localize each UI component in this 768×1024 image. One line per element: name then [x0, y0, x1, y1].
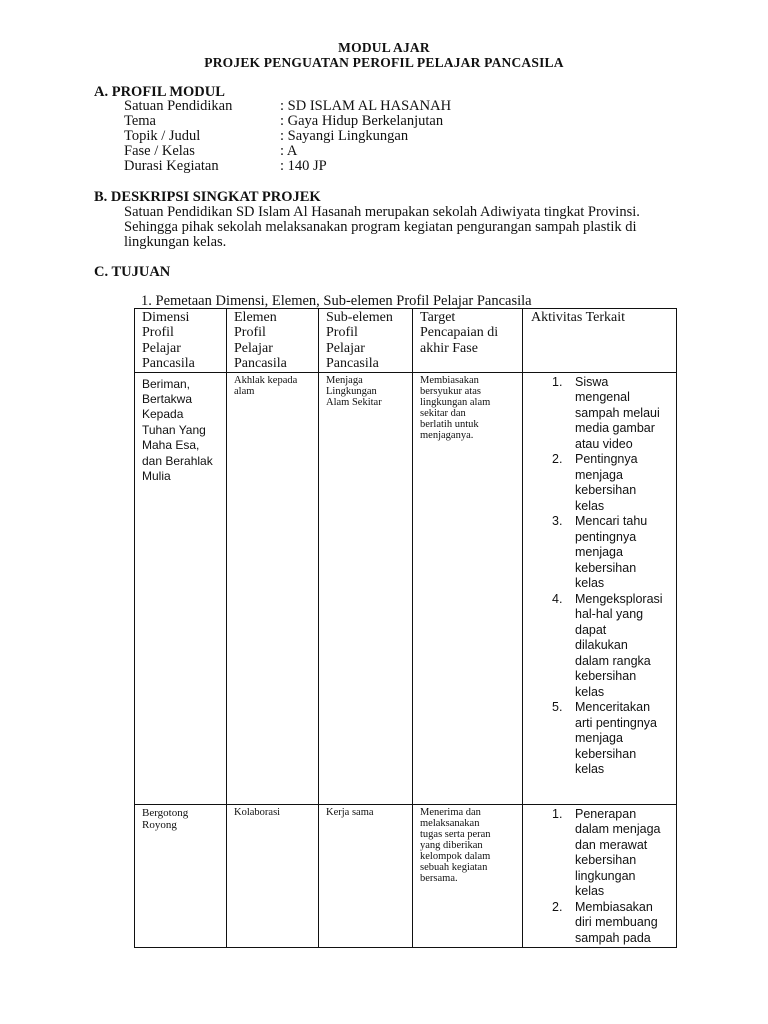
activity-text: Menceritakan arti pentingnya menjaga kebersihan kelas [575, 700, 658, 777]
activity-item [523, 700, 672, 778]
table-caption: 1. Pemetaan Dimensi, Elemen, Sub-elemen Profil Pelajar Pancasila [141, 293, 532, 309]
activity-text: Mengeksplorasi hal-hal yang dapat dilakukan dalam rangka kebersihan kelas [575, 591, 663, 699]
activity-item [523, 807, 672, 900]
cell-sub-elemen: Kerja sama [319, 804, 413, 947]
section-c-heading: C. TUJUAN [94, 264, 171, 280]
activity-number: 2. [552, 452, 563, 467]
project-title: PROJEK PENGUATAN PEROFIL PELAJAR PANCASILA [204, 55, 564, 70]
profil-row-fase [124, 144, 297, 159]
profil-value: : A [280, 143, 298, 159]
mapping-table [134, 308, 677, 948]
table-header-row [135, 309, 677, 373]
activity-text: Siswa mengenal sampah melaui media gambar atau video [575, 374, 660, 451]
activity-text: Penerapan dalam menjaga dan merawat kebersihan lingkungan kelas [575, 806, 661, 899]
cell-elemen: Akhlak kepada alam [227, 372, 319, 804]
cell-dimensi: Bergotong Royong [135, 804, 227, 947]
activity-number: 4. [552, 591, 563, 606]
cell-dimensi: Beriman, Bertakwa Kepada Tuhan Yang Maha Esa, dan Berahlak Mulia [135, 372, 227, 804]
description-line: lingkungan kelas. [124, 234, 227, 250]
activity-item [523, 452, 672, 514]
activity-number: 2. [552, 899, 563, 914]
profil-label: Durasi Kegiatan [124, 158, 219, 174]
activity-number: 1. [552, 374, 563, 389]
activity-number: 5. [552, 700, 563, 715]
profil-value: : Gaya Hidup Berkelanjutan [280, 113, 444, 129]
profil-label: Topik / Judul [124, 128, 201, 144]
profil-value: : SD ISLAM AL HASANAH [280, 98, 452, 114]
col-header-target: Target Pencapaian di akhir Fase [413, 309, 523, 373]
profil-label: Satuan Pendidikan [124, 98, 233, 114]
cell-elemen: Kolaborasi [227, 804, 319, 947]
activity-number: 3. [552, 514, 563, 529]
profil-label: Fase / Kelas [124, 143, 195, 159]
table-row [135, 804, 677, 947]
col-header-dimensi: Dimensi Profil Pelajar Pancasila [135, 309, 227, 373]
section-a-heading: A. PROFIL MODUL [94, 84, 225, 100]
activity-text: Membiasakan diri membuang sampah pada [575, 899, 658, 945]
activity-number: 1. [552, 806, 563, 821]
cell-sub-elemen: Menjaga Lingkungan Alam Sekitar [319, 372, 413, 804]
profil-row-topik [124, 129, 408, 144]
cell-target: Membiasakan bersyukur atas lingkungan alam sekitar dan berlatih untuk menjaganya. [413, 372, 523, 804]
table-row [135, 372, 677, 804]
profil-row-satuan [124, 99, 451, 114]
col-header-aktivitas: Aktivitas Terkait [523, 309, 677, 373]
activity-text: Pentingnya menjaga kebersihan kelas [575, 452, 638, 513]
profil-value: : 140 JP [280, 158, 327, 174]
description-line: Satuan Pendidikan SD Islam Al Hasanah merupakan sekolah Adiwiyata tingkat Provinsi. [124, 204, 640, 220]
description-line: Sehingga pihak sekolah melaksanakan program kegiatan pengurangan sampah plastik di [124, 219, 637, 235]
activity-item [523, 900, 672, 947]
col-header-elemen: Elemen Profil Pelajar Pancasila [227, 309, 319, 373]
profil-row-durasi [124, 159, 327, 174]
cell-aktivitas [523, 804, 677, 947]
col-header-sub-elemen: Sub-elemen Profil Pelajar Pancasila [319, 309, 413, 373]
cell-aktivitas [523, 372, 677, 804]
profil-value: : Sayangi Lingkungan [280, 128, 409, 144]
module-title: MODUL AJAR [338, 40, 430, 55]
section-b-heading: B. DESKRIPSI SINGKAT PROJEK [94, 189, 321, 205]
profil-row-tema [124, 114, 443, 129]
activity-list [523, 375, 672, 778]
activity-list [523, 807, 672, 947]
activity-item [523, 514, 672, 592]
activity-item [523, 375, 672, 453]
profil-label: Tema [124, 113, 156, 129]
activity-text: Mencari tahu pentingnya menjaga kebersihan kelas [575, 514, 648, 591]
activity-item [523, 592, 672, 701]
cell-target: Menerima dan melaksanakan tugas serta peran yang diberikan kelompok dalam sebuah kegiatan bersama. [413, 804, 523, 947]
